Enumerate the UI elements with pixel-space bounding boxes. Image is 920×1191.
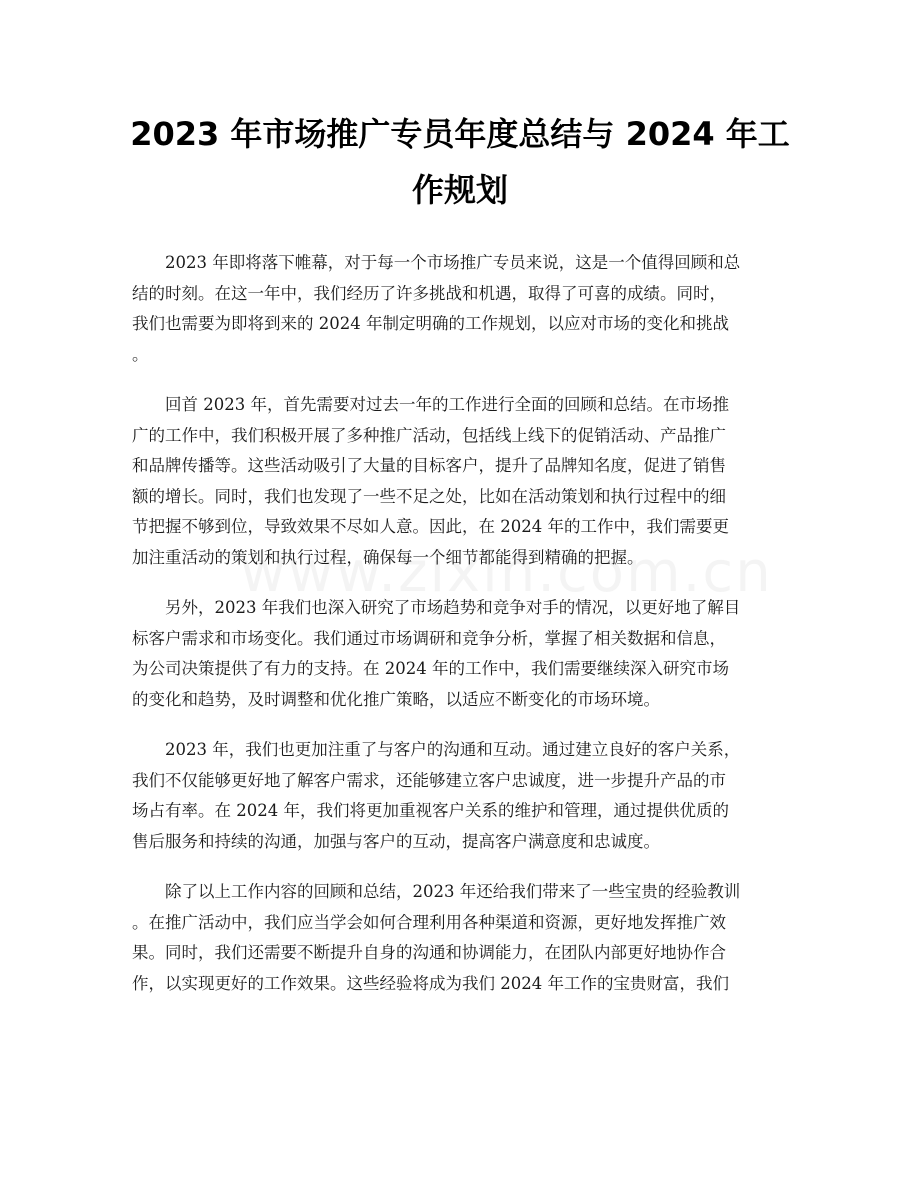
paragraph: [132, 877, 792, 999]
paragraph-line: 作，以实现更好的工作效果。这些经验将成为我们 2024 年工作的宝贵财富，我们: [132, 973, 729, 993]
paragraph-line: 为公司决策提供了有力的支持。在 2024 年的工作中，我们需要继续深入研究市场: [132, 659, 729, 678]
paragraph-line: 我们不仅能够更好地了解客户需求，还能够建立客户忠诚度，进一步提升产品的市: [132, 770, 726, 790]
paragraph-line: 加注重活动的策划和执行过程，确保每一个细节都能得到精确的把握。: [132, 547, 644, 567]
title-line: 2023 年市场推广专员年度总结与 2024 年工: [130, 115, 790, 153]
paragraph-line: 另外，2023 年我们也深入研究了市场趋势和竞争对手的情况，以更好地了解目: [132, 598, 741, 617]
title-line: 作规划: [411, 171, 508, 209]
paragraph-line: 和品牌传播等。这些活动吸引了大量的目标客户，提升了品牌知名度，促进了销售: [132, 456, 726, 475]
paragraph-line: 的变化和趋势，及时调整和优化推广策略，以适应不断变化的市场环境。: [132, 689, 660, 709]
paragraph-line: 额的增长。同时，我们也发现了一些不足之处，比如在活动策划和执行过程中的细: [132, 486, 726, 506]
paragraph-line: 标客户需求和市场变化。我们通过市场调研和竞争分析，掌握了相关数据和信息，: [132, 628, 726, 648]
document-body: [132, 248, 792, 1019]
paragraph-line: 场占有率。在 2024 年，我们将更加重视客户关系的维护和管理，通过提供优质的: [132, 801, 729, 820]
paragraph-line: 结的时刻。在这一年中，我们经历了许多挑战和机遇，取得了可喜的成绩。同时，: [132, 283, 726, 303]
paragraph-line: 。在推广活动中，我们应当学会如何合理利用各种渠道和资源，更好地发挥推广效: [132, 912, 726, 932]
page-title: [120, 106, 800, 218]
paragraph-line: 2023 年，我们也更加注重了与客户的沟通和互动。通过建立良好的客户关系，: [132, 740, 741, 759]
paragraph-line: 广的工作中，我们积极开展了多种推广活动，包括线上线下的促销活动、产品推广: [132, 425, 726, 445]
paragraph-line: 2023 年即将落下帷幕，对于每一个市场推广专员来说，这是一个值得回顾和总: [132, 253, 741, 272]
paragraph: [132, 593, 792, 715]
paragraph: [132, 390, 792, 573]
paragraph-line: 果。同时，我们还需要不断提升自身的沟通和协调能力，在团队内部更好地协作合: [132, 943, 726, 962]
paragraph-line: 回首 2023 年，首先需要对过去一年的工作进行全面的回顾和总结。在市场推: [132, 395, 729, 414]
paragraph: [132, 248, 792, 370]
paragraph-line: 节把握不够到位，导致效果不尽如人意。因此，在 2024 年的工作中，我们需要更: [132, 517, 729, 536]
paragraph-line: 。: [132, 344, 149, 364]
paragraph: [132, 735, 792, 857]
paragraph-line: 我们也需要为即将到来的 2024 年制定明确的工作规划，以应对市场的变化和挑战: [132, 314, 729, 333]
paragraph-line: 售后服务和持续的沟通，加强与客户的互动，提高客户满意度和忠诚度。: [132, 831, 660, 851]
paragraph-line: 除了以上工作内容的回顾和总结，2023 年还给我们带来了一些宝贵的经验教训: [132, 882, 741, 901]
